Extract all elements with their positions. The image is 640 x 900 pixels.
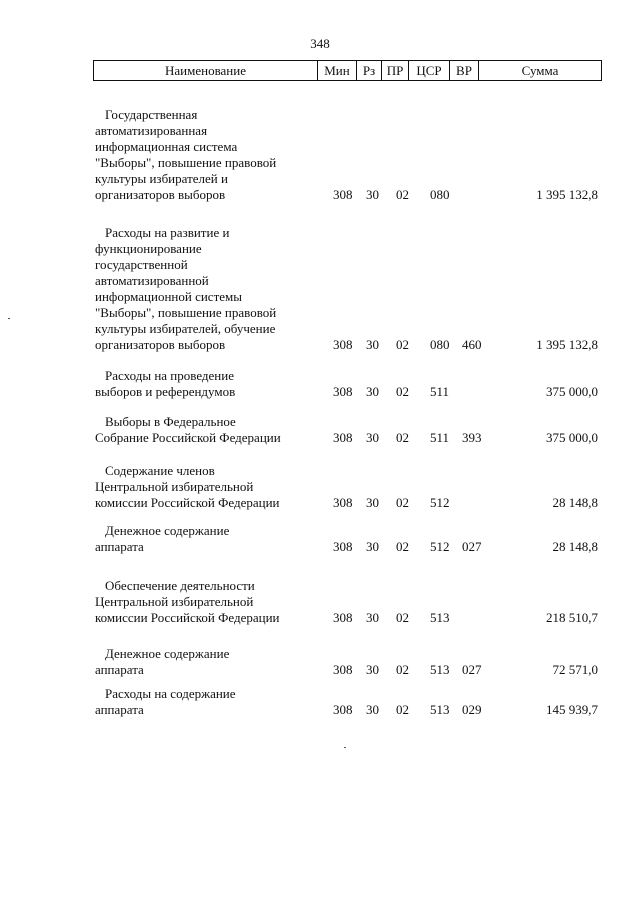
cell-rz: 30 bbox=[366, 702, 379, 717]
cell-min: 308 bbox=[333, 702, 353, 717]
row-name-line: Содержание членов bbox=[105, 463, 215, 478]
row-name-line: комиссии Российской Федерации bbox=[95, 610, 280, 625]
row-name-line: Выборы в Федеральное bbox=[105, 414, 236, 429]
row-name bbox=[95, 686, 325, 718]
row-name-line: государственной bbox=[95, 257, 188, 272]
header-rz: Рз bbox=[357, 61, 382, 81]
cell-vr: 460 bbox=[462, 337, 482, 352]
header-name: Наименование bbox=[94, 61, 318, 81]
row-name-line: "Выборы", повышение правовой bbox=[95, 155, 277, 170]
cell-pr: 02 bbox=[396, 662, 409, 677]
cell-csr: 513 bbox=[430, 662, 450, 677]
row-name-line: Расходы на развитие и bbox=[105, 225, 230, 240]
cell-min: 308 bbox=[333, 337, 353, 352]
cell-pr: 02 bbox=[396, 384, 409, 399]
row-name-line: культуры избирателей и bbox=[95, 171, 228, 186]
header-min: Мин bbox=[318, 61, 357, 81]
header-sum: Сумма bbox=[479, 61, 602, 81]
cell-csr: 080 bbox=[430, 187, 450, 202]
scan-speck bbox=[344, 747, 346, 748]
cell-vr: 027 bbox=[462, 539, 482, 554]
header-csr: ЦСР bbox=[409, 61, 450, 81]
row-name-line: Денежное содержание bbox=[105, 646, 230, 661]
row-name bbox=[95, 414, 325, 446]
table-header bbox=[93, 60, 602, 81]
cell-min: 308 bbox=[333, 662, 353, 677]
row-name-line: аппарата bbox=[95, 702, 144, 717]
row-name-line: информационная система bbox=[95, 139, 238, 154]
cell-sum: 28 148,8 bbox=[552, 539, 598, 554]
row-name bbox=[95, 463, 325, 511]
cell-csr: 080 bbox=[430, 337, 450, 352]
cell-sum: 1 395 132,8 bbox=[536, 337, 598, 352]
cell-csr: 511 bbox=[430, 384, 450, 399]
cell-vr: 027 bbox=[462, 662, 482, 677]
cell-vr: 029 bbox=[462, 702, 482, 717]
row-name-line: комиссии Российской Федерации bbox=[95, 495, 280, 510]
cell-pr: 02 bbox=[396, 702, 409, 717]
row-name bbox=[95, 523, 325, 555]
row-name-line: Центральной избирательной bbox=[95, 594, 254, 609]
cell-csr: 513 bbox=[430, 702, 450, 717]
row-name bbox=[95, 107, 325, 203]
cell-rz: 30 bbox=[366, 539, 379, 554]
cell-pr: 02 bbox=[396, 610, 409, 625]
cell-sum: 145 939,7 bbox=[546, 702, 598, 717]
cell-pr: 02 bbox=[396, 430, 409, 445]
cell-rz: 30 bbox=[366, 610, 379, 625]
row-name-line: организаторов выборов bbox=[95, 337, 226, 352]
cell-rz: 30 bbox=[366, 495, 379, 510]
row-name-line: функционирование bbox=[95, 241, 202, 256]
cell-rz: 30 bbox=[366, 662, 379, 677]
row-name-line: Собрание Российской Федерации bbox=[95, 430, 281, 445]
row-name-line: информационной системы bbox=[95, 289, 242, 304]
row-name bbox=[95, 646, 325, 678]
cell-sum: 28 148,8 bbox=[552, 495, 598, 510]
row-name-line: Расходы на проведение bbox=[105, 368, 234, 383]
row-name bbox=[95, 225, 325, 353]
header-pr: ПР bbox=[382, 61, 409, 81]
cell-pr: 02 bbox=[396, 495, 409, 510]
scan-speck bbox=[8, 318, 10, 319]
cell-sum: 375 000,0 bbox=[546, 384, 598, 399]
row-name-line: Денежное содержание bbox=[105, 523, 230, 538]
cell-min: 308 bbox=[333, 610, 353, 625]
row-name-line: Государственная bbox=[105, 107, 198, 122]
row-name-line: аппарата bbox=[95, 539, 144, 554]
cell-pr: 02 bbox=[396, 337, 409, 352]
cell-min: 308 bbox=[333, 495, 353, 510]
row-name-line: автоматизированной bbox=[95, 273, 209, 288]
cell-sum: 375 000,0 bbox=[546, 430, 598, 445]
row-name-line: Центральной избирательной bbox=[95, 479, 254, 494]
cell-min: 308 bbox=[333, 539, 353, 554]
cell-pr: 02 bbox=[396, 539, 409, 554]
cell-rz: 30 bbox=[366, 187, 379, 202]
cell-min: 308 bbox=[333, 187, 353, 202]
cell-rz: 30 bbox=[366, 430, 379, 445]
cell-rz: 30 bbox=[366, 384, 379, 399]
cell-csr: 513 bbox=[430, 610, 450, 625]
cell-rz: 30 bbox=[366, 337, 379, 352]
cell-min: 308 bbox=[333, 430, 353, 445]
cell-sum: 72 571,0 bbox=[552, 662, 598, 677]
row-name-line: "Выборы", повышение правовой bbox=[95, 305, 277, 320]
cell-csr: 512 bbox=[430, 495, 450, 510]
cell-min: 308 bbox=[333, 384, 353, 399]
cell-pr: 02 bbox=[396, 187, 409, 202]
cell-vr: 393 bbox=[462, 430, 482, 445]
row-name-line: аппарата bbox=[95, 662, 144, 677]
row-name bbox=[95, 578, 325, 626]
row-name-line: Расходы на содержание bbox=[105, 686, 236, 701]
cell-csr: 512 bbox=[430, 539, 450, 554]
cell-sum: 218 510,7 bbox=[546, 610, 598, 625]
cell-csr: 511 bbox=[430, 430, 450, 445]
row-name-line: организаторов выборов bbox=[95, 187, 226, 202]
row-name-line: Обеспечение деятельности bbox=[105, 578, 255, 593]
row-name bbox=[95, 368, 325, 400]
page-number: 348 bbox=[310, 36, 330, 51]
row-name-line: автоматизированная bbox=[95, 123, 208, 138]
header-vr: ВР bbox=[450, 61, 479, 81]
row-name-line: культуры избирателей, обучение bbox=[95, 321, 276, 336]
row-name-line: выборов и референдумов bbox=[95, 384, 236, 399]
cell-sum: 1 395 132,8 bbox=[536, 187, 598, 202]
